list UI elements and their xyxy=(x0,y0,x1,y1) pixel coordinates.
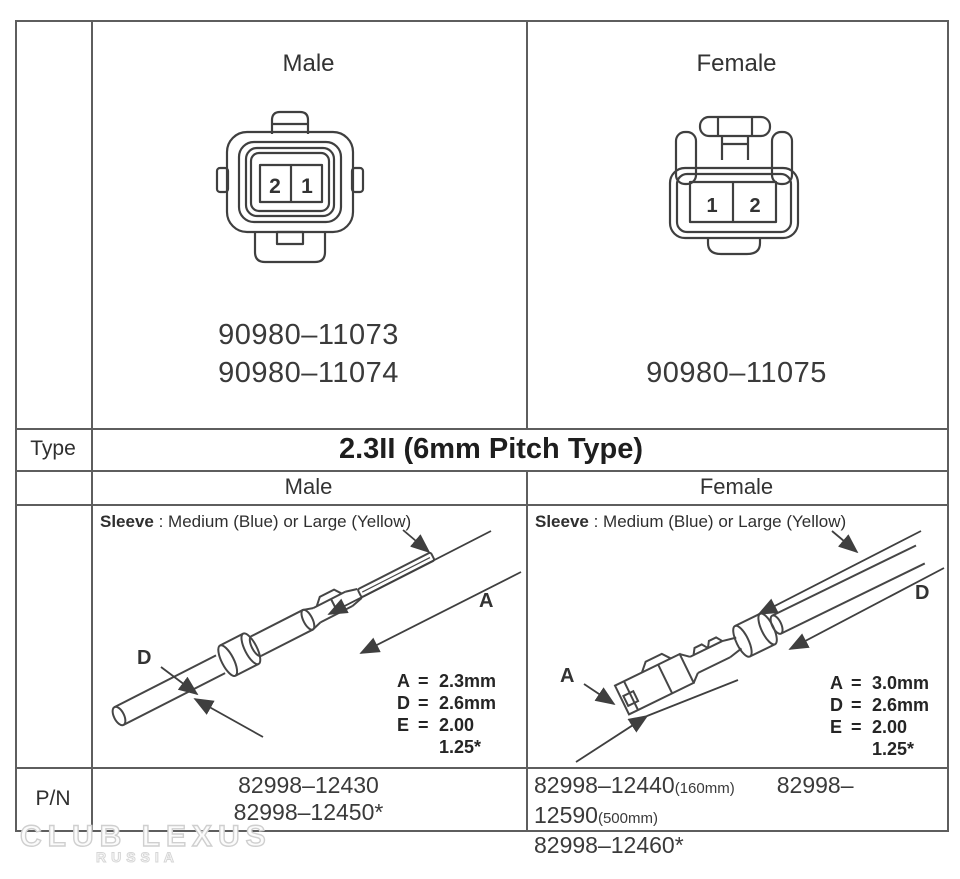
female-housing-part-numbers xyxy=(526,352,947,394)
male-dim-a-label: A xyxy=(479,590,494,612)
dim-a-line-1 xyxy=(329,531,494,614)
dim-eq xyxy=(418,736,439,758)
female-pin-2-label: 2 xyxy=(749,195,761,217)
female-sleeve-text: : Medium (Blue) or Large (Yellow) xyxy=(588,512,847,531)
dim-eq: = xyxy=(851,695,862,715)
dim-eq: = xyxy=(418,671,429,691)
male-housing-pn-1: 90980–11073 xyxy=(218,319,399,351)
female-dimension-table xyxy=(830,672,929,760)
dim-eq: = xyxy=(851,673,862,693)
female-housing-pn-1: 90980–11075 xyxy=(646,357,827,389)
sleeve-callout-arrow xyxy=(403,530,429,552)
terminal-header-male: Male xyxy=(284,474,333,499)
male-sleeve-note xyxy=(100,512,411,532)
socket-box xyxy=(615,654,694,714)
female-terminal-pn-2-length: (500mm) xyxy=(597,810,658,827)
female-terminal-pn-1: 82998–12440 xyxy=(534,772,675,798)
male-sleeve-text: : Medium (Blue) or Large (Yellow) xyxy=(153,512,412,531)
female-bottom-tab xyxy=(708,238,760,254)
male-connector-face-diagram xyxy=(215,108,365,270)
male-terminal-pn-1: 82998–12430 xyxy=(238,771,379,798)
dim-key: A xyxy=(397,671,410,691)
dim-eq: = xyxy=(418,693,429,713)
table-border-right xyxy=(947,20,949,832)
male-dimension-table xyxy=(397,670,496,758)
dim-value: 2.6mm xyxy=(439,693,497,713)
female-top-lock xyxy=(700,117,770,136)
dim-key: A xyxy=(830,673,843,693)
dim-a-ext-arrow xyxy=(576,716,647,762)
table-border-left xyxy=(15,20,17,832)
dim-value: 3.0mm xyxy=(872,673,930,693)
female-terminal-part-numbers xyxy=(526,767,947,858)
female-face-title: Female xyxy=(696,50,777,77)
dim-value: 1.25* xyxy=(439,737,482,757)
female-left-prong xyxy=(676,132,696,184)
dim-key: D xyxy=(830,695,843,715)
dim-key xyxy=(830,738,851,760)
club-lexus-watermark: CLUB LEXUS xyxy=(20,820,272,853)
female-sleeve-word: Sleeve xyxy=(535,512,589,531)
terminal-header-female: Female xyxy=(699,474,774,499)
male-sleeve-word: Sleeve xyxy=(100,512,154,531)
table-border-top xyxy=(15,20,949,22)
dim-eq: = xyxy=(418,715,429,735)
female-pin-1-label: 1 xyxy=(706,195,718,217)
male-dim-d-label: D xyxy=(137,647,152,669)
dim-value: 1.25* xyxy=(872,739,915,759)
female-sleeve-note xyxy=(535,512,846,532)
dim-d-line-1 xyxy=(759,531,921,614)
female-dim-a-label: A xyxy=(560,665,575,687)
type-row-value: 2.3II (6mm Pitch Type) xyxy=(338,432,644,465)
male-bottom-bracket xyxy=(255,232,325,262)
dim-d-ext-line xyxy=(195,699,263,737)
female-terminal-pn-1-length: (160mm) xyxy=(674,780,735,797)
dim-value: 2.00 xyxy=(872,717,908,737)
dim-a-arrow xyxy=(584,684,614,704)
female-right-prong xyxy=(772,132,792,184)
sleeve-callout-arrow xyxy=(832,531,857,552)
russia-watermark: RUSSIA xyxy=(96,849,179,865)
male-pin-1-label: 1 xyxy=(301,175,313,198)
dim-key: E xyxy=(830,717,843,737)
dim-value: 2.00 xyxy=(439,715,475,735)
male-face-title: Male xyxy=(282,50,335,77)
dim-a-line-2 xyxy=(361,572,521,653)
female-terminal-pn-line-1 xyxy=(534,772,947,832)
dim-key xyxy=(397,736,418,758)
male-terminal-pn-2: 82998–12450* xyxy=(233,798,384,825)
male-housing-pn-2: 90980–11074 xyxy=(218,357,399,389)
male-terminal-cell xyxy=(91,504,526,767)
male-housing-part-numbers xyxy=(91,312,526,396)
female-terminal-pn-2: 82998–12590 xyxy=(534,772,854,828)
pn-row-label: P/N xyxy=(35,786,71,810)
dim-d-line-2 xyxy=(790,568,944,649)
dim-value: 2.3mm xyxy=(439,671,497,691)
dim-key: D xyxy=(397,693,410,713)
type-row-label: Type xyxy=(30,437,76,460)
dim-eq xyxy=(851,738,872,760)
dim-eq: = xyxy=(851,717,862,737)
female-terminal-cell xyxy=(526,504,947,767)
male-pin-2-label: 2 xyxy=(269,175,281,198)
female-terminal-pn-line-2: 82998–12460* xyxy=(534,832,684,858)
female-dim-d-label: D xyxy=(915,582,930,604)
female-connector-face-diagram xyxy=(668,112,800,258)
seal-ring xyxy=(215,643,241,679)
dim-value: 2.6mm xyxy=(872,695,930,715)
dim-key: E xyxy=(397,715,410,735)
